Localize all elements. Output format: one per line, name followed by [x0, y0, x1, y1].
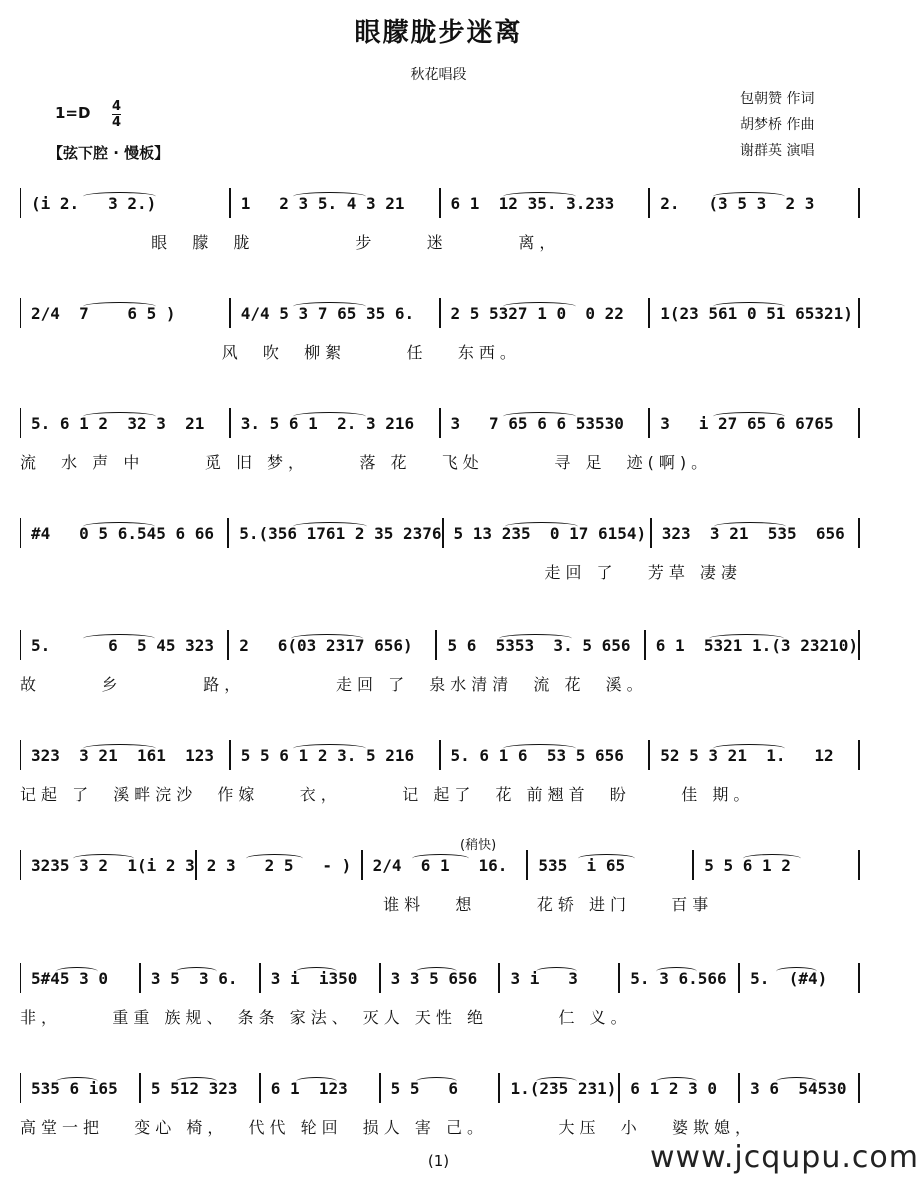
lyrics-line: 走回 了 芳草 凄凄: [20, 563, 742, 582]
measure: 5 13 235 0 17 6154): [453, 523, 647, 543]
barline: [858, 630, 860, 660]
slur: [293, 412, 366, 421]
measure: 5. 6 1 6 53 5 656: [450, 745, 624, 765]
slur: [714, 522, 786, 531]
notation-line: [20, 520, 860, 546]
slur: [83, 192, 156, 201]
slur: [713, 192, 786, 201]
barline: [858, 963, 860, 993]
lyrics-line: 故 乡 路， 走回 了 泉水清清 流 花 溪。: [20, 675, 648, 694]
slur: [713, 744, 786, 753]
notation-line: [20, 632, 860, 658]
measure: 2 5 5327 1 0 0 22: [450, 303, 624, 323]
slur: [296, 967, 337, 976]
lyrics-line: 非， 重重 族规、 条条 家法、 灭人 天性 绝 仁 义。: [20, 1008, 632, 1027]
slur: [713, 302, 786, 311]
slur: [246, 854, 303, 863]
slur: [293, 192, 366, 201]
credit-lyricist: 包朝赞 作词: [740, 91, 815, 107]
barline: [858, 298, 860, 328]
slur: [296, 1077, 337, 1086]
measure: 6 1 12 35. 3.233: [450, 193, 615, 213]
slur: [503, 192, 576, 201]
notation-line: [20, 410, 860, 436]
slur: [505, 522, 577, 531]
slur: [743, 854, 800, 863]
measure: 2 6(03 2317 656): [239, 635, 413, 655]
measure: 5. 6 5 45 323: [31, 635, 215, 655]
measure: #4 0 5 6.545 6 66: [31, 523, 215, 543]
measure: 6 1 123: [270, 1078, 348, 1098]
measure: 323 3 21 535 656: [661, 523, 845, 543]
slur: [176, 1077, 217, 1086]
measure: 323 3 21 161 123: [31, 745, 215, 765]
slur: [709, 634, 783, 643]
score-system: [20, 838, 860, 914]
measure: 1.(235 231): [510, 1078, 617, 1098]
slur: [293, 302, 366, 311]
slur: [83, 302, 156, 311]
slur: [503, 412, 576, 421]
score-system: [20, 510, 860, 582]
notation-line: [20, 852, 860, 878]
slur: [83, 634, 155, 643]
measure: 3 i 27 65 6 6765: [660, 413, 834, 433]
tempo-annotation: (稍快): [460, 838, 497, 853]
barline: [858, 850, 860, 880]
measure: 5. 6 1 2 32 3 21: [31, 413, 205, 433]
measure: 3 i i350: [270, 968, 358, 988]
notation-line: [20, 742, 860, 768]
slur: [291, 634, 363, 643]
measure: 2/4 7 6 5 ): [31, 303, 176, 323]
slur: [713, 412, 786, 421]
slur: [176, 967, 217, 976]
page-number: (1): [427, 1152, 450, 1170]
measure: 3 3 5 656: [390, 968, 478, 988]
score-system: [20, 180, 860, 252]
measure: 5.(356 1761 2 35 2376: [239, 523, 442, 543]
notation-line: [20, 1075, 860, 1101]
slur: [56, 967, 97, 976]
measure: 2. (3 5 3 2 3: [660, 193, 815, 213]
measure: 5 5 6: [390, 1078, 459, 1098]
barline: [858, 408, 860, 438]
slur: [416, 1077, 457, 1086]
credit-composer: 胡梦桥 作曲: [740, 117, 815, 133]
slur: [83, 522, 155, 531]
measure: 3. 5 6 1 2. 3 216: [240, 413, 415, 433]
measure: 5. (#4): [750, 968, 828, 988]
slur: [776, 1077, 817, 1086]
time-signature: [112, 100, 121, 129]
slur: [56, 1077, 97, 1086]
slur: [656, 967, 697, 976]
score-system: [20, 1065, 860, 1137]
measure: 3 7 65 6 6 53530: [450, 413, 624, 433]
measure: 6 1 2 3 0: [630, 1078, 717, 1098]
measure: 3 6 54530: [750, 1078, 847, 1098]
lyrics-line: 风 吹 柳絮 任 东西。: [20, 343, 521, 362]
lyrics-line: 记起 了 溪畔浣沙 作嫁 衣， 记 起了 花 前翘首 盼 佳 期。: [20, 785, 755, 804]
measure: 2 3 2 5 - ): [206, 855, 352, 875]
measure: 3235 3 2 1(i 2 3: [31, 855, 195, 875]
tempo-style: 【弦下腔 · 慢板】: [48, 144, 170, 162]
measure: 5. 3 6.566: [630, 968, 727, 988]
measure: 52 5 3 21 1. 12: [660, 745, 834, 765]
measure: 4/4 5 3 7 65 35 6.: [240, 303, 415, 323]
measure: 5 5 6 1 2 3. 5 216: [240, 745, 415, 765]
credits: [740, 86, 814, 164]
score-system: [20, 400, 860, 472]
lyrics-line: 谁料 想 花轿 进门 百事: [20, 895, 714, 914]
measure: 3 5 3 6.: [150, 968, 238, 988]
time-bottom: 4: [112, 115, 122, 130]
barline: [858, 1073, 860, 1103]
measure: 5 5 6 1 2: [694, 856, 858, 875]
slur: [578, 854, 635, 863]
barline: [858, 740, 860, 770]
lyrics-line: 高堂一把 变心 椅， 代代 轮回 损人 害 己。 大压 小 婆欺媳，: [20, 1118, 756, 1137]
measure: 535 6 i65: [31, 1078, 118, 1098]
slur: [412, 854, 469, 863]
slur: [83, 744, 156, 753]
slur: [416, 967, 457, 976]
measure: 6 1 5321 1.(3 23210): [655, 635, 858, 655]
barline: [858, 188, 860, 218]
measure: 5 6 5353 3. 5 656: [447, 635, 631, 655]
measure: 535 i 65: [528, 856, 692, 875]
lyrics-line: 眼 朦 胧 步 迷 离，: [20, 233, 561, 252]
slur: [536, 967, 577, 976]
score-system: [20, 955, 860, 1027]
slur: [73, 854, 134, 863]
measure: 3 i 3: [510, 968, 578, 988]
slur: [83, 412, 156, 421]
measure: 5#45 3 0: [31, 968, 109, 988]
notation-line: [20, 300, 860, 326]
slur: [536, 1077, 577, 1086]
slur: [503, 744, 576, 753]
slur: [503, 302, 576, 311]
score-system: [20, 290, 860, 362]
credit-singer: 谢群英 演唱: [740, 143, 815, 159]
song-title: 眼朦胧步迷离: [354, 18, 523, 48]
score-system: [20, 732, 860, 804]
slur: [776, 967, 817, 976]
lyrics-line: 流 水 声 中 觅 旧 梦， 落 花 飞处 寻 足 迹(啊)。: [20, 453, 713, 472]
measure: 5 512 323: [150, 1078, 238, 1098]
measure: (i 2. 3 2.): [31, 193, 157, 213]
time-top: 4: [112, 99, 122, 114]
notation-line: [20, 965, 860, 991]
slur: [499, 634, 571, 643]
notation-line: [20, 190, 860, 216]
slur: [293, 522, 367, 531]
measure: 2/4 6 1 16.: [372, 855, 508, 875]
measure: 1 2 3 5. 4 3 21: [240, 193, 405, 213]
slur: [293, 744, 366, 753]
slur: [656, 1077, 697, 1086]
key-signature: 1=D: [55, 104, 91, 122]
barline: [858, 518, 860, 548]
song-subtitle: 秋花唱段: [410, 67, 467, 83]
measure: 1(23 561 0 51 65321): [660, 303, 853, 323]
watermark: www.jcqupu.com: [650, 1140, 919, 1175]
score-system: [20, 622, 860, 694]
